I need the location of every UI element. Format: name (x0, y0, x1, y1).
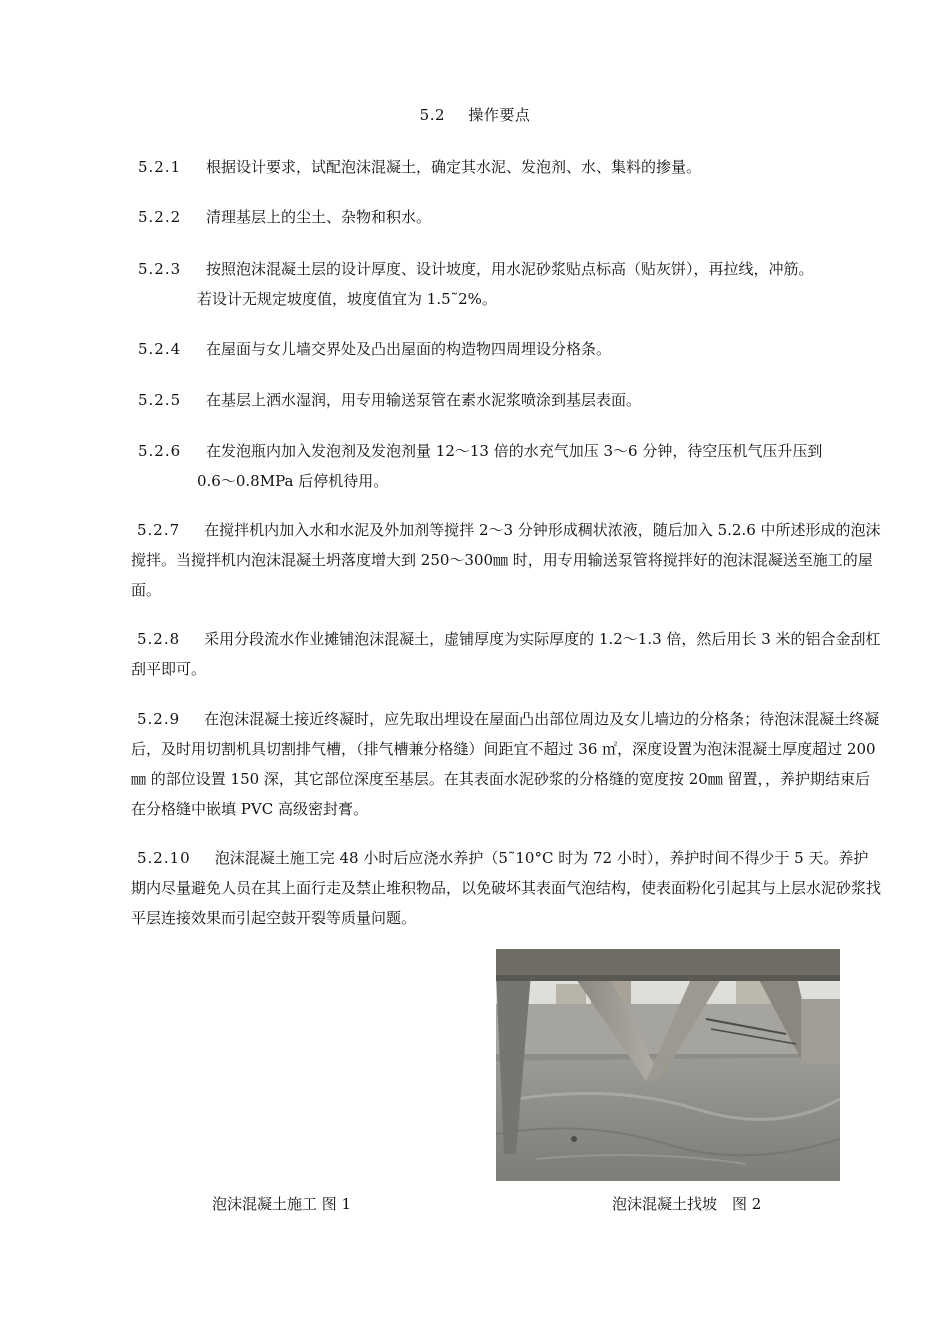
paragraph-5-2-3 (138, 254, 898, 314)
paragraph-text: 在搅拌机内加入水和水泥及外加剂等搅拌 2～3 分钟形成稠状浓液，随后加入 5.2.6 中所述形成的泡沫搅拌。当搅拌机内泡沫混凝土坍落度增大到 250～300㎜ 时，用专用输送泵管将搅拌好的泡沫混凝送至施工的屋面。 (131, 521, 881, 599)
paragraph-5-2-5 (138, 385, 883, 415)
construction-site-image (496, 949, 840, 1181)
paragraph-text: 按照泡沫混凝土层的设计厚度、设计坡度，用水泥砂浆贴点标高（贴灰饼），再拉线，冲筋。 (206, 260, 814, 278)
paragraph-text: 在发泡瓶内加入发泡剂及发泡剂量 12～13 倍的水充气加压 3～6 分钟，待空压机气压升压到 (206, 442, 823, 460)
paragraph-number: 5.2.2 (138, 208, 182, 226)
paragraph-5-2-4 (138, 334, 883, 364)
paragraph-text: 在基层上洒水湿润，用专用输送泵管在素水泥浆喷涂到基层表面。 (206, 391, 642, 409)
paragraph-text: 根据设计要求，试配泡沫混凝土，确定其水泥、发泡剂、水、集料的掺量。 (206, 158, 702, 176)
figure-2-photo (496, 949, 840, 1181)
paragraph-5-2-9 (131, 704, 883, 824)
paragraph-number: 5.2.7 (137, 521, 181, 539)
paragraph-number: 5.2.10 (137, 849, 191, 867)
paragraph-text: 在屋面与女儿墙交界处及凸出屋面的构造物四周埋设分格条。 (206, 340, 612, 358)
paragraph-number: 5.2.3 (138, 260, 182, 278)
paragraph-text-continued: 0.6～0.8MPa 后停机待用。 (197, 472, 389, 490)
paragraph-number: 5.2.1 (138, 158, 182, 176)
paragraph-number: 5.2.9 (137, 710, 181, 728)
section-heading (0, 104, 950, 125)
paragraph-5-2-7 (131, 515, 883, 605)
paragraph-text: 泡沫混凝土施工完 48 小时后应浇水养护（5˜10°C 时为 72 小时），养护时间不得少于 5 天。养护期内尽量避免人员在其上面行走及禁止堆积物品，以免破坏其表面气泡结构，使表面粉化引起其与上层水泥砂浆找平层连接效果而引起空鼓开裂等质量问题。 (131, 849, 882, 927)
paragraph-5-2-8 (131, 624, 883, 684)
paragraph-5-2-6 (138, 436, 898, 496)
paragraph-number: 5.2.6 (138, 442, 182, 460)
paragraph-text-continued: 若设计无规定坡度值，坡度值宜为 1.5˜2%。 (197, 290, 497, 308)
paragraph-number: 5.2.4 (138, 340, 182, 358)
paragraph-5-2-2 (138, 202, 883, 232)
paragraph-text: 在泡沫混凝土接近终凝时，应先取出埋设在屋面凸出部位周边及女儿墙边的分格条；待泡沫混凝土终凝后，及时用切割机具切割排气槽，（排气槽兼分格缝）间距宜不超过 36 ㎡，深度设置为泡沫混凝土厚度超过 200㎜ 的部位设置 150 深，其它部位深度至基层。在其表面水泥砂浆的分格缝的宽度按 20㎜ 留置，，养护期结束后在分格缝中嵌填 PVC 高级密封膏。 (131, 710, 880, 818)
section-number: 5.2 (419, 106, 446, 124)
paragraph-number: 5.2.8 (137, 630, 181, 648)
section-title: 操作要点 (468, 106, 531, 124)
paragraph-text: 采用分段流水作业摊铺泡沫混凝土，虚铺厚度为实际厚度的 1.2～1.3 倍，然后用长 3 米的铝合金刮杠刮平即可。 (131, 630, 881, 678)
paragraph-5-2-1 (138, 152, 883, 182)
figure-1-caption: 泡沫混凝土施工 图 1 (212, 1195, 352, 1213)
paragraph-text: 清理基层上的尘土、杂物和积水。 (206, 208, 432, 226)
paragraph-5-2-10 (131, 843, 883, 933)
paragraph-number: 5.2.5 (138, 391, 182, 409)
figure-2-caption: 泡沫混凝土找坡 图 2 (612, 1195, 762, 1213)
